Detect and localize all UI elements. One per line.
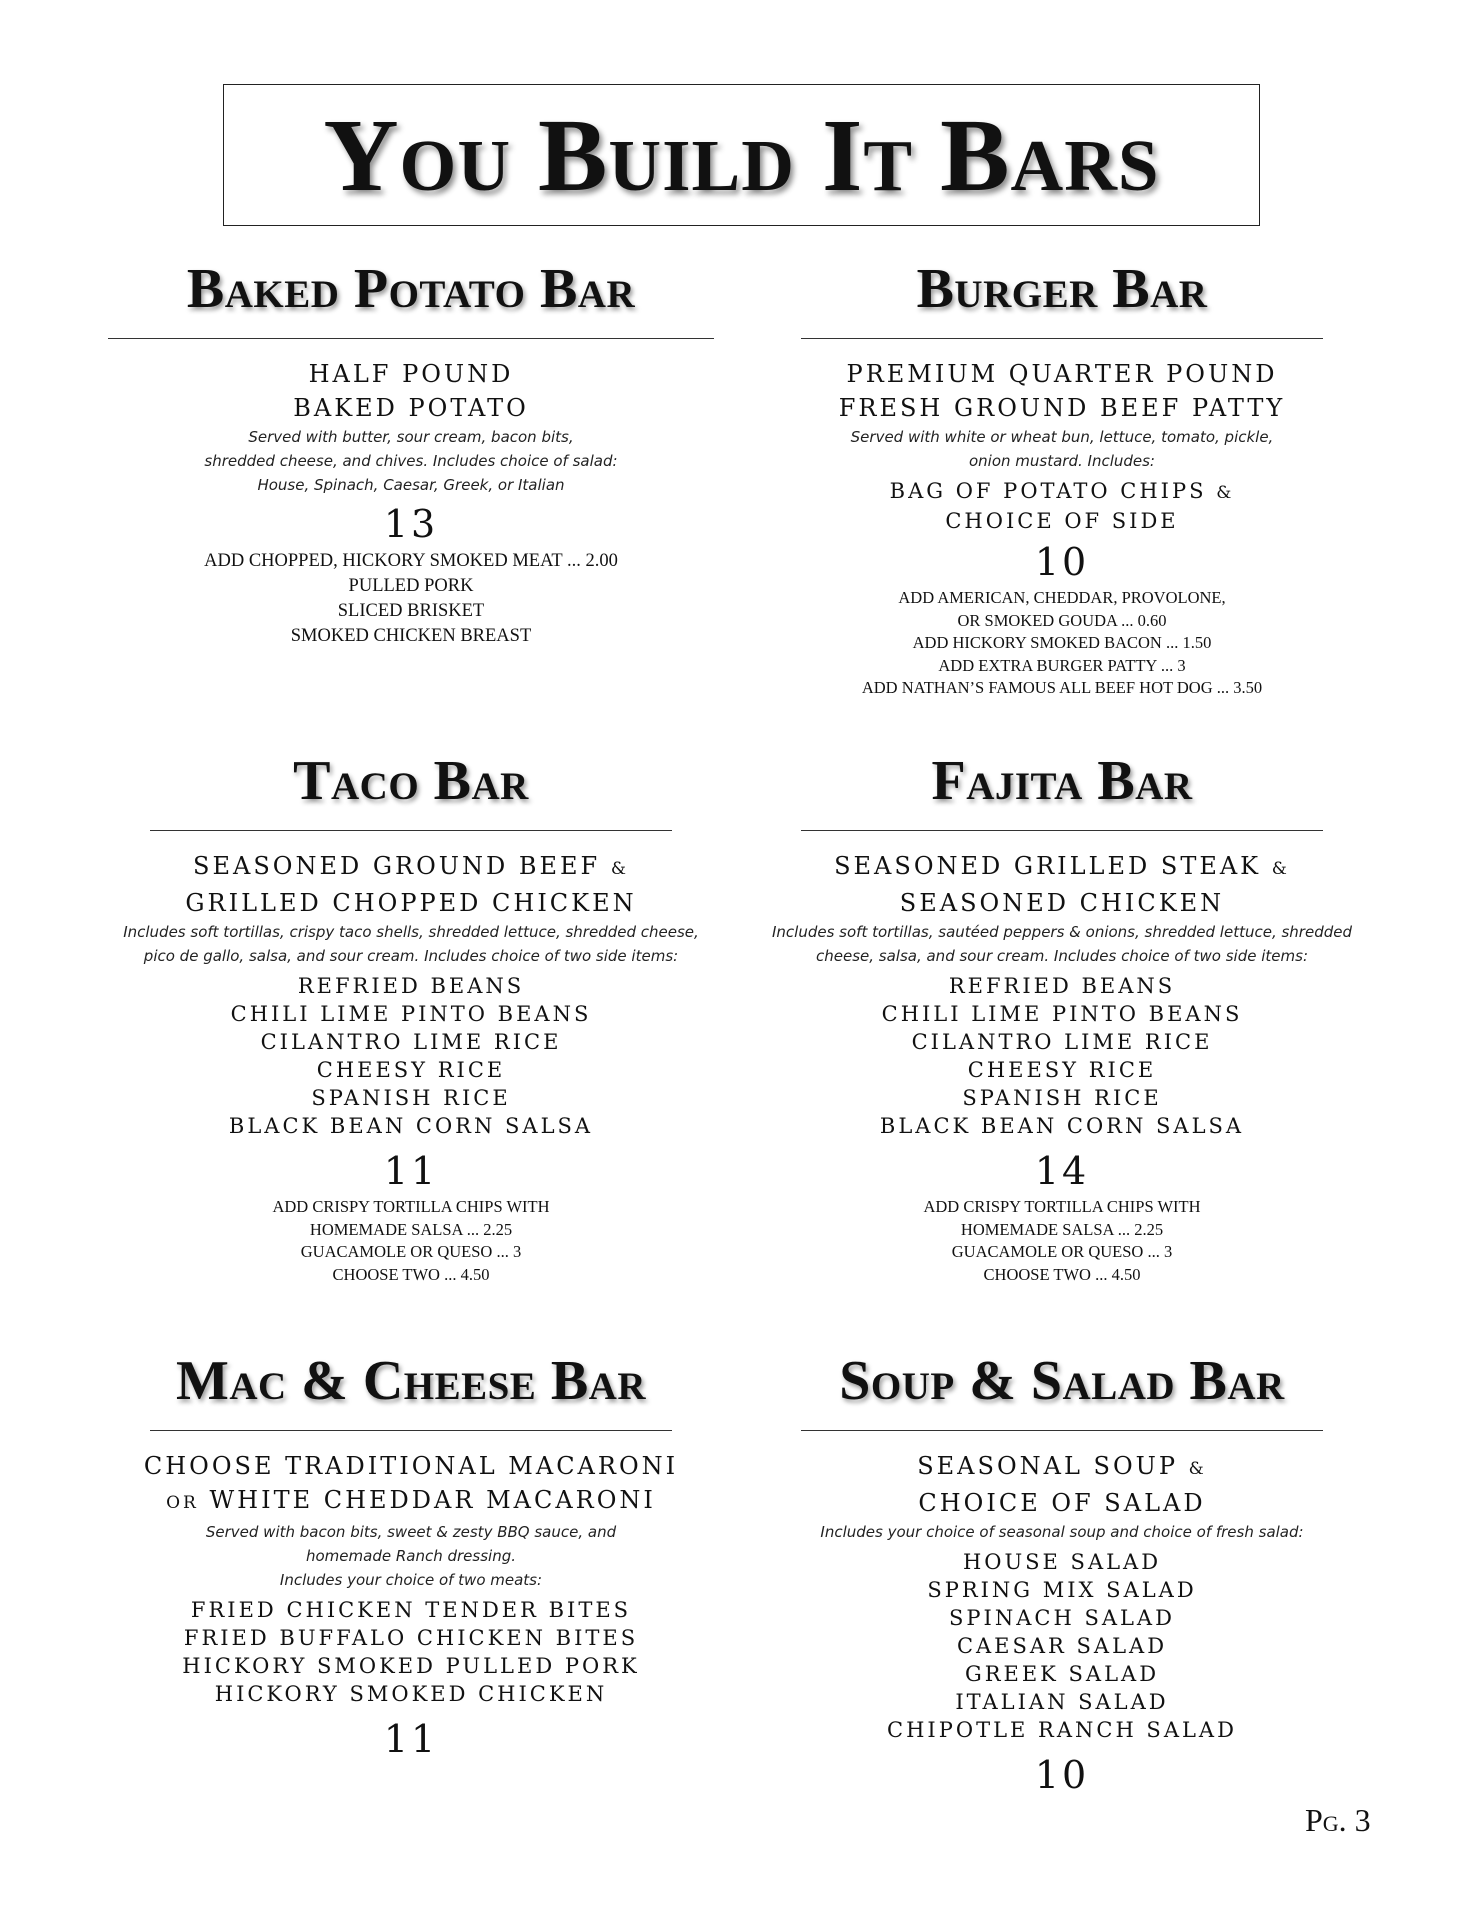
item-heading: SEASONED GRILLED STEAK & SEASONED CHICKEN (834, 852, 1290, 917)
section-burger-bar (752, 250, 1372, 700)
item-description: Includes soft tortillas, sautéed peppers & onions, shredded lettuce, shredded cheese, salsa, and sour cream. Includes choice of two side items: (772, 923, 1352, 965)
item-description: Served with bacon bits, sweet & zesty BBQ sauce, and homemade Ranch dressing. Includes your choice of two meats: (205, 1523, 617, 1589)
divider (150, 830, 672, 831)
page-number: Pg. 3 (1305, 1802, 1371, 1838)
section-title: Soup & Salad Bar (839, 1350, 1285, 1412)
section-title: Taco Bar (293, 750, 529, 812)
page-title: You Build It Bars (323, 98, 1160, 213)
section-fajita-bar (752, 742, 1372, 1286)
item-description: Includes soft tortillas, crispy taco shells, shredded lettuce, shredded cheese, pico de gallo, salsa, and sour cream. Includes choice of two side items: (123, 923, 699, 965)
item-heading: PREMIUM QUARTER POUND FRESH GROUND BEEF PATTY (838, 360, 1286, 422)
title-box (223, 84, 1260, 226)
section-title: Fajita Bar (931, 750, 1193, 812)
price: 11 (383, 1717, 439, 1761)
item-description: Includes your choice of seasonal soup and choice of fresh salad: (820, 1523, 1304, 1541)
addons-list: ADD AMERICAN, CHEDDAR, PROVOLONE, OR SMOKED GOUDA ... 0.60 ADD HICKORY SMOKED BACON ... 1.50 ADD EXTRA BURGER PATTY ... 3 ADD NATHAN’S FAMOUS ALL BEEF HOT DOG ... 3.50 (861, 588, 1263, 697)
included-sides: BAG OF POTATO CHIPS & CHOICE OF SIDE (889, 479, 1235, 533)
addons-list: ADD CRISPY TORTILLA CHIPS WITH HOMEMADE SALSA ... 2.25 GUACAMOLE OR QUESO ... 3 CHOOSE TWO ... 4.50 (272, 1197, 550, 1284)
price: 14 (1034, 1149, 1090, 1193)
item-description: Served with white or wheat bun, lettuce, tomato, pickle, onion mustard. Includes: (850, 428, 1274, 470)
item-heading: HALF POUND BAKED POTATO (293, 360, 529, 422)
divider (801, 830, 1323, 831)
addons-list: ADD CRISPY TORTILLA CHIPS WITH HOMEMADE SALSA ... 2.25 GUACAMOLE OR QUESO ... 3 CHOOSE TWO ... 4.50 (923, 1197, 1201, 1284)
section-soup-and-salad-bar (752, 1342, 1372, 1800)
meats-list: FRIED CHICKEN TENDER BITES FRIED BUFFALO CHICKEN BITES HICKORY SMOKED PULLED PORK HICKORY SMOKED CHICKEN (182, 1598, 640, 1706)
section-title: Burger Bar (916, 258, 1208, 320)
price: 10 (1034, 540, 1090, 584)
item-heading: SEASONED GROUND BEEF & GRILLED CHOPPED CHICKEN (185, 852, 637, 917)
section-taco-bar (101, 742, 721, 1286)
price: 11 (383, 1149, 439, 1193)
item-heading: CHOOSE TRADITIONAL MACARONI OR WHITE CHEDDAR MACARONI (143, 1452, 679, 1514)
divider (150, 1430, 672, 1431)
price: 10 (1034, 1753, 1090, 1797)
section-baked-potato-bar (101, 250, 721, 649)
section-title: Baked Potato Bar (186, 258, 636, 320)
item-description: Served with butter, sour cream, bacon bits, shredded cheese, and chives. Includes choice of salad: House, Spinach, Caesar, Greek, or Italian (204, 428, 618, 494)
side-items-list: REFRIED BEANS CHILI LIME PINTO BEANS CILANTRO LIME RICE CHEESY RICE SPANISH RICE BLACK BEAN CORN SALSA (879, 974, 1245, 1138)
divider (801, 338, 1323, 339)
item-heading: SEASONAL SOUP & CHOICE OF SALAD (917, 1452, 1207, 1517)
section-mac-and-cheese-bar (101, 1342, 721, 1764)
divider (801, 1430, 1323, 1431)
divider (108, 338, 714, 339)
side-items-list: REFRIED BEANS CHILI LIME PINTO BEANS CILANTRO LIME RICE CHEESY RICE SPANISH RICE BLACK BEAN CORN SALSA (228, 974, 594, 1138)
addons-list: ADD CHOPPED, HICKORY SMOKED MEAT ... 2.00 PULLED PORK SLICED BRISKET SMOKED CHICKEN BREAST (204, 551, 618, 646)
section-title: Mac & Cheese Bar (175, 1350, 647, 1412)
salads-list: HOUSE SALAD SPRING MIX SALAD SPINACH SALAD CAESAR SALAD GREEK SALAD ITALIAN SALAD CHIPOTLE RANCH SALAD (887, 1550, 1237, 1742)
price: 13 (383, 502, 439, 546)
